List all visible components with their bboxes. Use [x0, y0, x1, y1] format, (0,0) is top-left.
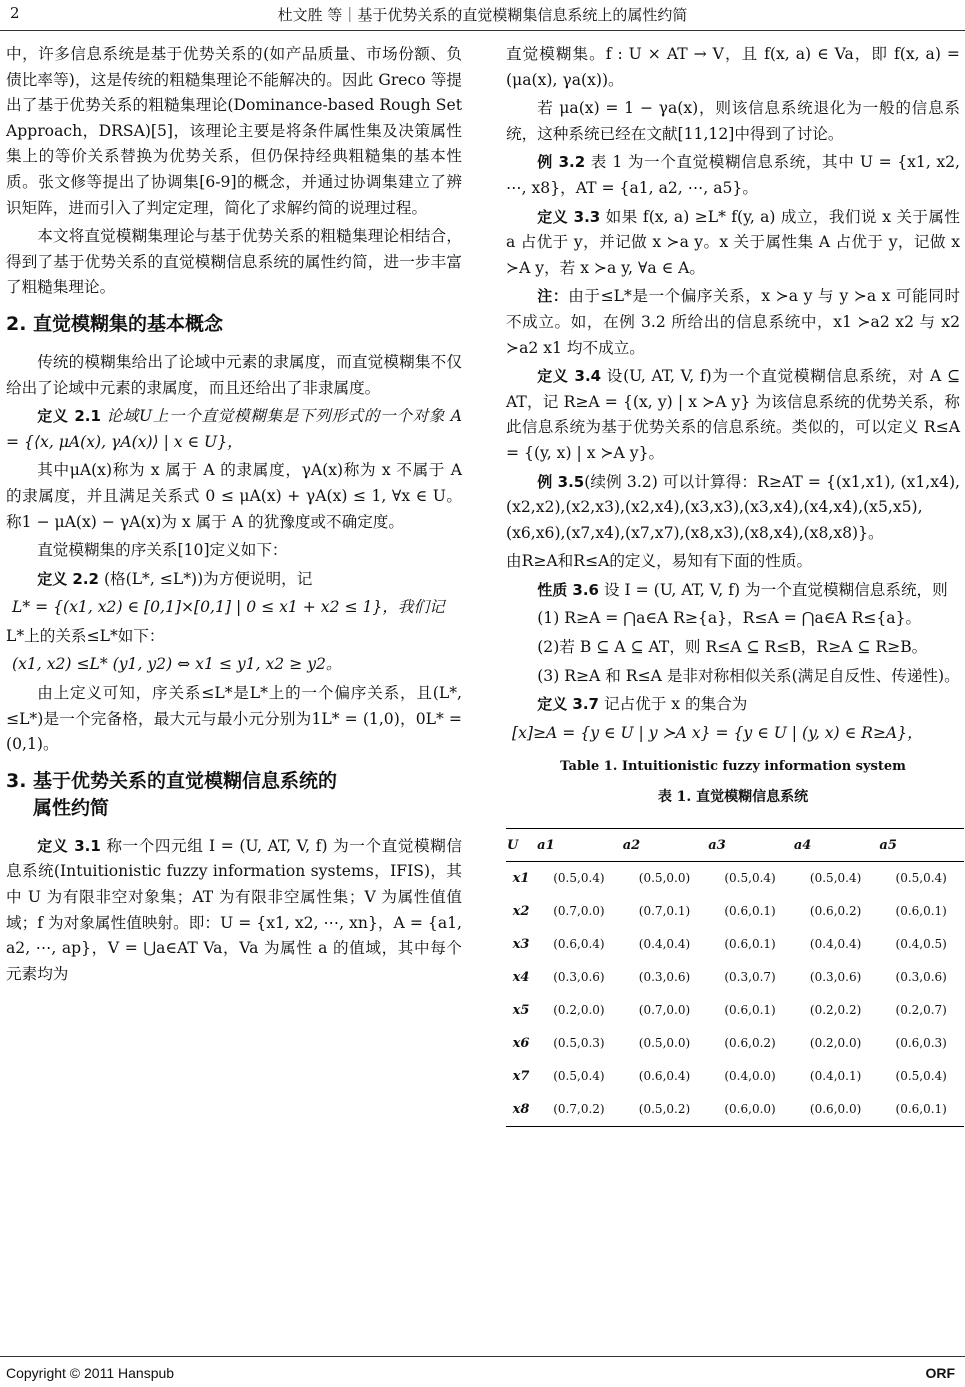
- table-row-header: x6: [512, 1036, 530, 1052]
- table-row: [506, 862, 964, 896]
- table-cell: (0.7,0.1): [638, 904, 691, 919]
- table-header-row: [506, 829, 964, 862]
- table-cell: (0.4,0.4): [809, 937, 862, 952]
- paragraph-membership: 其中μA(x)称为 x 属于 A 的隶属度，γA(x)称为 x 不属于 A 的隶属度，并且满足关系式 0 ≤ μA(x) + γA(x) ≤ 1, ∀x ∈ U。称1 − μA(x) − γA(x)为 x 属于 A 的犹豫度或不确定度。: [6, 461, 462, 531]
- table-cell: (0.6,0.1): [724, 937, 776, 952]
- page-header: [0, 0, 965, 31]
- property-3-6: [506, 578, 960, 604]
- table-cell: (0.6,0.4): [553, 937, 605, 952]
- section-3-heading: [6, 768, 462, 822]
- property-item-2: (2)若 B ⊆ A ⊆ AT，则 R≤A ⊆ R≤B，R≥A ⊆ R≥B。: [537, 638, 928, 657]
- example-text: (续例 3.2) 可以计算得：R≥AT = {(x1,x1), (x1,x4),(x2,x2),(x2,x3),(x2,x4),(x3,x3),(x3,x4),(x4,x4),(x5,x5), (x6,x6),(x7,x4),(x7,x7),(x8,x3),(x8,x4),(x8,x8)}。: [506, 472, 960, 542]
- definition-label: 定义 2.1: [37, 407, 101, 426]
- table-cell: (0.3,0.6): [553, 970, 605, 985]
- definition-3-4: [506, 364, 960, 466]
- paragraph-intro-continued: 中，许多信息系统是基于优势关系的(如产品质量、市场份额、负债比率等)，这是传统的粗糙集理论不能解决的。因此 Greco 等提出了基于优势关系的粗糙集理论(Dominance-based Rough Set Approach，DRSA)[5]，该理论主要是将条件属性集及决策属性集上的等价关系替换为优势关系，但仍保持经典粗糙集的基本性质。张文修等提出了协调集[6-9]的概念，并通过协调集建立了辨识矩阵，进而引入了判定定理，简化了求解约简的说理过程。: [6, 45, 462, 217]
- section-3-line-1: 3. 基于优势关系的直觉模糊信息系统的: [6, 769, 338, 792]
- journal-abbreviation: ORF: [925, 1365, 955, 1381]
- table-cell: (0.3,0.6): [809, 970, 862, 985]
- example-label: 例 3.5: [537, 472, 585, 491]
- table-cell: (0.5,0.4): [724, 871, 776, 886]
- table-cell: (0.5,0.0): [638, 871, 691, 886]
- example-text: 表 1 为一个直觉模糊信息系统，其中 U = {x1, x2, ⋯, x8}，AT = {a1, a2, ⋯, a5}。: [506, 153, 961, 197]
- table-cell: (0.5,0.4): [553, 1069, 605, 1084]
- table-caption-zh: 表 1. 直觉模糊信息系统: [657, 789, 809, 806]
- example-label: 例 3.2: [537, 153, 586, 172]
- definition-text: 论域U上一个直觉模糊集是下列形式的一个对象 A = {⟨x, μA(x), γA(x)⟩ | x ∈ U}，: [6, 407, 463, 451]
- definition-label: 定义 3.7: [537, 695, 599, 714]
- table-row-header: x2: [512, 904, 530, 920]
- definition-text: 记占优于 x 的集合为: [598, 695, 748, 714]
- paragraph-contribution: 本文将直觉模糊集理论与基于优势关系的粗糙集理论相结合，得到了基于优势关系的直觉模糊信息系统的属性约简，进一步丰富了粗糙集理论。: [6, 227, 462, 297]
- table-cell: (0.6,0.2): [724, 1036, 776, 1051]
- table-header-cell: a2: [622, 829, 708, 862]
- table-cell: (0.6,0.1): [895, 904, 947, 919]
- copyright-notice: Copyright © 2011 Hanspub: [6, 1365, 175, 1381]
- property-label: 性质 3.6: [537, 580, 599, 599]
- page-footer: [0, 1356, 965, 1387]
- table-cell: (0.5,0.4): [895, 1069, 947, 1084]
- formula-lattice: L* = {(x1, x2) ∈ [0,1]×[0,1] | 0 ≤ x1 + x2 ≤ 1}，我们记: [12, 598, 445, 617]
- table-cell: (0.6,0.3): [895, 1036, 947, 1051]
- definition-text: (格(L*, ≤L*))为方便说明，记: [98, 569, 313, 588]
- section-3-line-2: 属性约简: [33, 796, 110, 819]
- definition-text: 称一个四元组 I = (U, AT, V, f) 为一个直觉模糊信息系统(Intuitionistic fuzzy information systems，IFIS)，其中 U 为有限非空对象集；AT 为有限非空属性集；V 为属性值值域；f 为对象属性值映射。即：U = {x1, x2, ⋯, xn}，A = {a1, a2, ⋯, ap}，V = ⋃a∈AT Va，Va 为属性 a 的值域，其中每个元素均为: [6, 836, 462, 983]
- definition-label: 定义 2.2: [37, 569, 99, 588]
- table-cell: (0.7,0.0): [553, 904, 605, 919]
- table-cell: (0.2,0.0): [553, 1003, 605, 1018]
- table-row-header: x4: [512, 970, 530, 986]
- table-cell: (0.6,0.4): [638, 1069, 691, 1084]
- table-cell: (0.4,0.5): [895, 937, 947, 952]
- note: [506, 284, 960, 361]
- table-cell: (0.5,0.4): [809, 871, 862, 886]
- table-cell: (0.3,0.7): [724, 970, 776, 985]
- left-column: [6, 42, 462, 990]
- paragraph-complete-lattice: 由上定义可知，序关系≤L*是L*上的一个偏序关系，且(L*, ≤L*)是一个完备格，最大元与最小元分别为1L* = (1,0)，0L* = (0,1)。: [6, 684, 462, 754]
- table-cell: (0.6,0.1): [724, 1003, 776, 1018]
- right-column: [506, 42, 960, 1127]
- table-row: [506, 1093, 964, 1127]
- definition-label: 定义 3.4: [537, 367, 602, 386]
- table-cell: (0.5,0.2): [622, 1093, 708, 1127]
- table-cell: (0.5,0.4): [553, 871, 605, 886]
- table-cell: (0.3,0.6): [895, 970, 947, 985]
- table-row: [506, 928, 964, 961]
- table-row: [506, 994, 964, 1027]
- table-cell: (0.6,0.2): [809, 904, 862, 919]
- table-cell: (0.6,0.1): [878, 1093, 964, 1127]
- table-cell: (0.7,0.0): [638, 1003, 691, 1018]
- table-cell: (0.2,0.7): [895, 1003, 947, 1018]
- table-cell: (0.6,0.0): [793, 1093, 879, 1127]
- table-cell: (0.6,0.1): [724, 904, 776, 919]
- definition-label: 定义 3.3: [537, 207, 601, 226]
- table-row: [506, 895, 964, 928]
- table-header-cell: a1: [536, 829, 622, 862]
- definition-label: 定义 3.1: [37, 836, 101, 855]
- definition-2-1: [6, 404, 462, 455]
- table-header-cell: a4: [793, 829, 879, 862]
- definition-text: 设(U, AT, V, f)为一个直觉模糊信息系统，对 A ⊆ AT，记 R≥A = {(x, y) | x ≻A y} 为该信息系统的优势关系，称此信息系统为基于优势关系的信息系统。类似的，可以定义 R≤A = {(y, x) | x ≻A y}。: [506, 367, 961, 462]
- running-title: 杜文胜 等｜基于优势关系的直觉模糊集信息系统上的属性约简: [277, 6, 688, 24]
- paragraph-degenerate: 若 μa(x) = 1 − γa(x)，则该信息系统退化为一般的信息系统，这种系统已经在文献[11,12]中得到了讨论。: [506, 99, 960, 143]
- table-cell: (0.4,0.4): [638, 937, 691, 952]
- table-cell: (0.7,0.2): [536, 1093, 622, 1127]
- definition-text: 如果 f(x, a) ≥L* f(y, a) 成立，我们说 x 关于属性 a 占优于 y，并记做 x ≻a y。x 关于属性集 A 占优于 y，记做 x ≻A y，若 x ≻a y, ∀a ∈ A。: [506, 207, 960, 277]
- table-row: [506, 1027, 964, 1060]
- property-text: 设 I = (U, AT, V, f) 为一个直觉模糊信息系统，则: [598, 580, 948, 599]
- ifis-table: [506, 828, 964, 1127]
- paragraph-relation-intro: L*上的关系≤L*如下：: [6, 626, 165, 645]
- table-row-header: x1: [512, 871, 530, 887]
- formula-order: (x1, x2) ≤L* (y1, y2) ⇔ x1 ≤ y1, x2 ≥ y2。: [12, 655, 342, 674]
- table-cell: (0.5,0.0): [638, 1036, 691, 1051]
- table-row-header: x5: [512, 1003, 530, 1019]
- table-row-header: x7: [512, 1069, 530, 1085]
- property-item-3: (3) R≥A 和 R≤A 是非对称相似关系(满足自反性、传递性)。: [537, 666, 960, 685]
- paragraph-properties-intro: 由R≥A和R≤A的定义，易知有下面的性质。: [506, 552, 813, 571]
- table-cell: (0.5,0.3): [553, 1036, 605, 1051]
- example-3-2: [506, 150, 960, 201]
- table-header-cell: a5: [878, 829, 964, 862]
- table-cell: (0.3,0.6): [638, 970, 691, 985]
- table-cell: (0.4,0.0): [724, 1069, 776, 1084]
- paragraph-mapping: 直觉模糊集。f : U × AT → V，且 f(x, a) ∈ Va，即 f(x, a) = (μa(x), γa(x))。: [506, 45, 960, 89]
- table-row-header: x8: [506, 1093, 536, 1127]
- definition-3-1: [6, 834, 462, 988]
- paragraph-fuzzy-sets: 传统的模糊集给出了论域中元素的隶属度，而直觉模糊集不仅给出了论域中元素的隶属度，而且还给出了非隶属度。: [6, 352, 462, 397]
- table-cell: (0.2,0.0): [809, 1036, 862, 1051]
- table-cell: (0.5,0.4): [895, 871, 947, 886]
- definition-3-3: [506, 205, 960, 282]
- table-cell: (0.2,0.2): [809, 1003, 862, 1018]
- table-caption-en: Table 1. Intuitionistic fuzzy information system: [560, 759, 906, 775]
- table-row: [506, 1060, 964, 1093]
- table-row-header: x3: [512, 937, 530, 953]
- table-header-cell: a3: [707, 829, 793, 862]
- definition-3-7: [506, 692, 960, 718]
- paragraph-order-relation: 直觉模糊集的序关系[10]定义如下：: [37, 541, 288, 560]
- note-label: 注：: [537, 287, 569, 306]
- table-row: [506, 961, 964, 994]
- table-cell: (0.6,0.0): [707, 1093, 793, 1127]
- page-number: 2: [10, 4, 20, 22]
- table-header-cell: U: [506, 829, 536, 862]
- definition-2-2: [6, 567, 462, 593]
- formula-dominating-set: [x]≥A = {y ∈ U | y ≻A x} = {y ∈ U | (y, x) ∈ R≥A}，: [512, 723, 923, 742]
- section-2-heading: 2. 直觉模糊集的基本概念: [6, 312, 224, 335]
- example-3-5: [506, 470, 960, 547]
- note-text: 由于≤L*是一个偏序关系，x ≻a y 与 y ≻a x 可能同时不成立。如，在例 3.2 所给出的信息系统中，x1 ≻a2 x2 与 x2 ≻a2 x1 均不成立。: [506, 287, 960, 357]
- property-item-1: (1) R≥A = ⋂a∈A R≥{a}，R≤A = ⋂a∈A R≤{a}。: [537, 609, 922, 628]
- table-cell: (0.4,0.1): [809, 1069, 862, 1084]
